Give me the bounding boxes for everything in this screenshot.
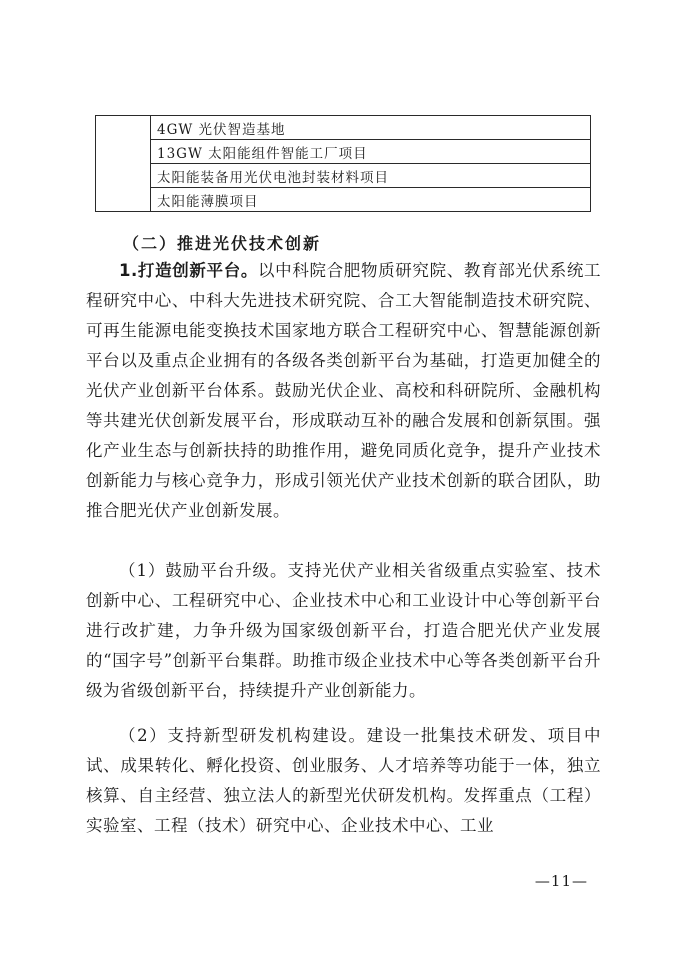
table-category-cell xyxy=(96,116,151,212)
page-number: —11— xyxy=(534,872,588,890)
paragraph-1 xyxy=(86,256,601,526)
table-row: 4GW 光伏智造基地 xyxy=(151,116,591,140)
table-row: 13GW 太阳能组件智能工厂项目 xyxy=(151,140,591,164)
table-row: 太阳能装备用光伏电池封装材料项目 xyxy=(151,164,591,188)
section-heading: （二）推进光伏技术创新 xyxy=(123,234,322,253)
paragraph-1-text: 以中科院合肥物质研究院、教育部光伏系统工程研究中心、中科大先进技术研究院、合工大智能制造技术研究院、可再生能源电能变换技术国家地方联合工程研究中心、智慧能源创新平台以及重点企业拥有的各级各类创新平台为基础，打造更加健全的光伏产业创新平台体系。鼓励光伏企业、高校和科研院所、金融机构等共建光伏创新发展平台，形成联动互补的融合发展和创新氛围。强化产业生态与创新扶持的助推作用，避免同质化竞争，提升产业技术创新能力与核心竞争力，形成引领光伏产业技术创新的联合团队，助推合肥光伏产业创新发展。 xyxy=(86,261,602,520)
paragraph-2: （1）鼓励平台升级。支持光伏产业相关省级重点实验室、技术创新中心、工程研究中心、企业技术中心和工业设计中心等创新平台进行改扩建，力争升级为国家级创新平台，打造合肥光伏产业发展的“国字号”创新平台集群。助推市级企业技术中心等各类创新平台升级为省级创新平台，持续提升产业创新能力。 xyxy=(86,561,601,700)
project-table xyxy=(95,115,591,212)
paragraph-3: （2）支持新型研发机构建设。建设一批集技术研发、项目中试、成果转化、孵化投资、创业服务、人才培养等功能于一体，独立核算、自主经营、独立法人的新型光伏研发机构。发挥重点（工程）实验室、工程（技术）研究中心、企业技术中心、工业 xyxy=(86,726,601,835)
table-row: 太阳能薄膜项目 xyxy=(151,188,591,212)
paragraph-1-lead: 1.打造创新平台。 xyxy=(119,261,259,280)
